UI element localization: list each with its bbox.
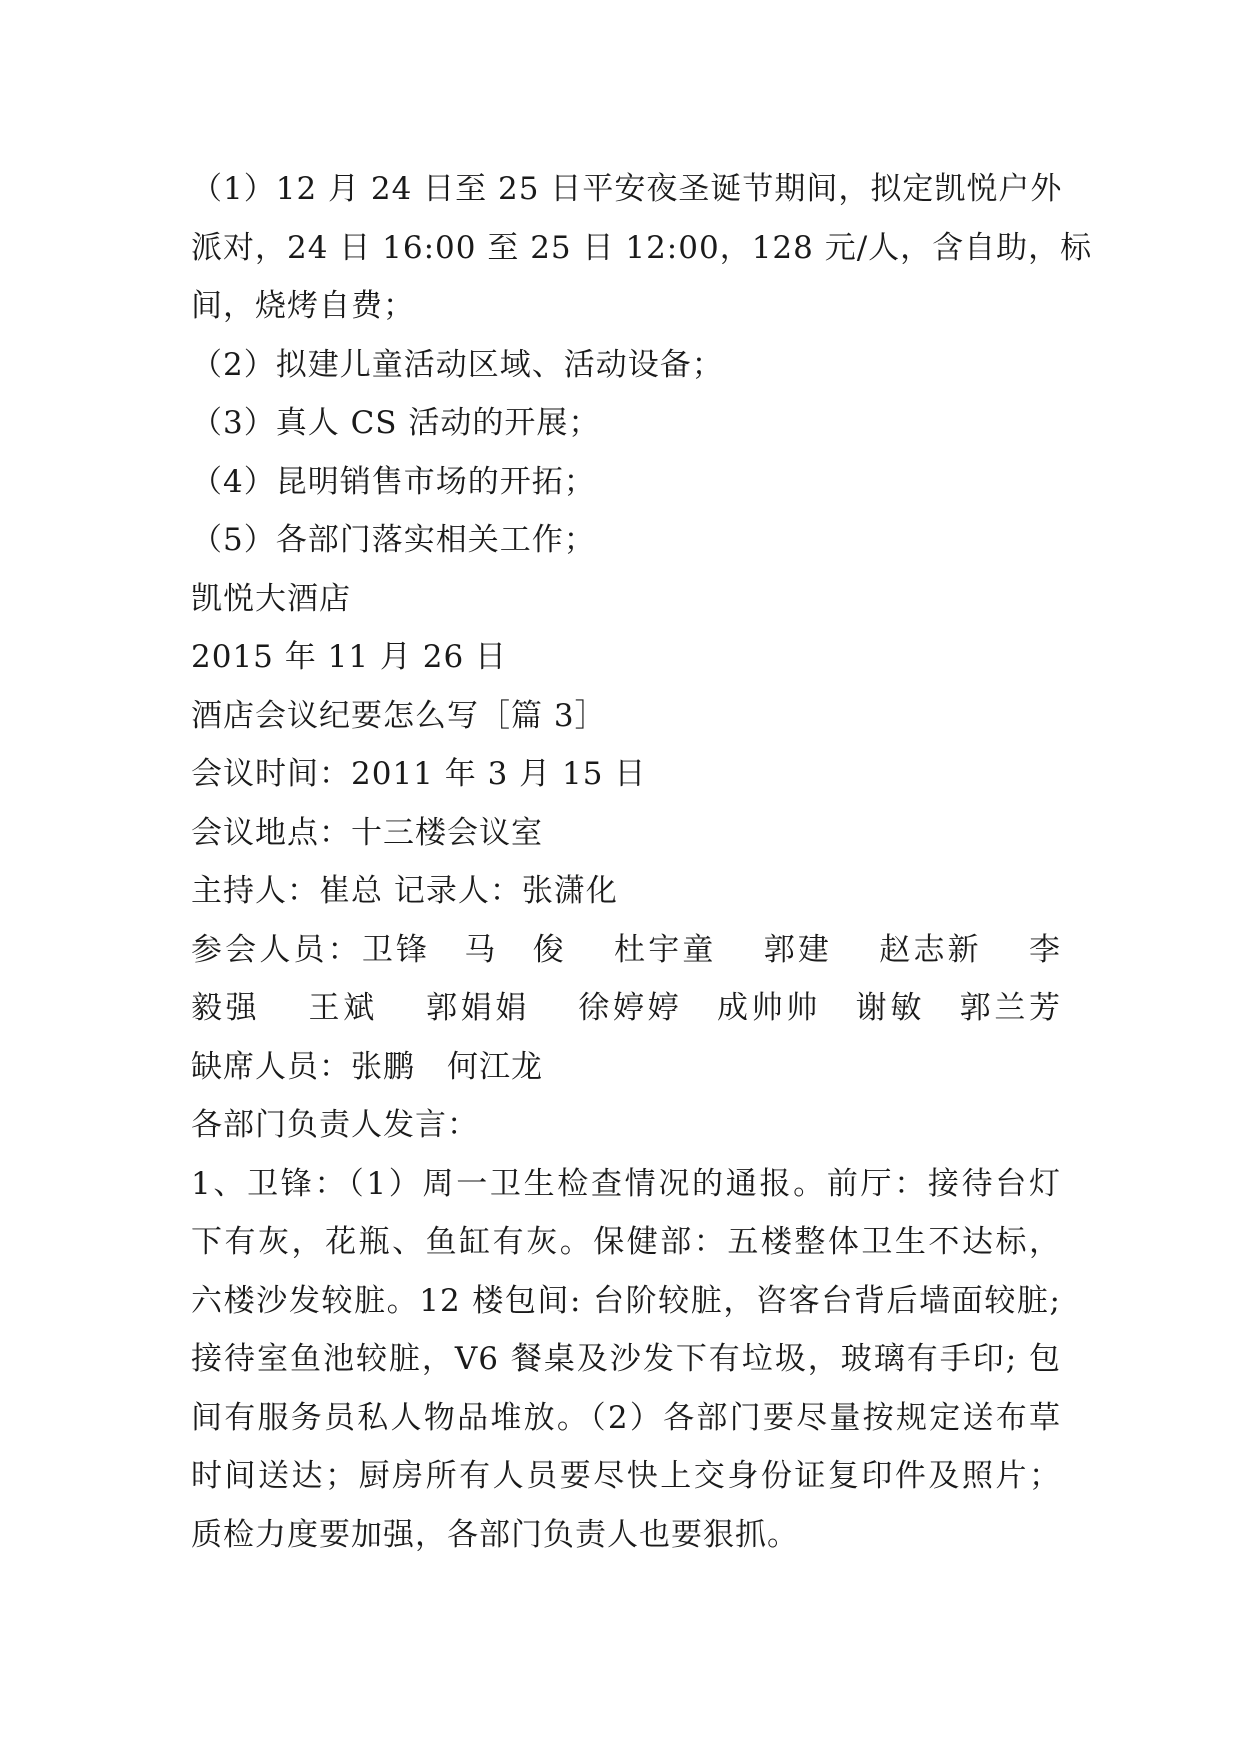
absentees-line: 缺席人员：张鹏 何江龙 (191, 1048, 543, 1085)
text-line: 1、卫锋：（1）周一卫生检查情况的通报。前厅：接待台灯 (191, 1165, 1061, 1202)
text-line: 派对，24 日 16:00 至 25 日 12:00，128 元/人，含自助，标 (191, 229, 1093, 266)
attendees-line: 参会人员：卫锋 马 俊 杜宇童 郭建 赵志新 李 (191, 931, 1061, 968)
document-body (191, 160, 1093, 1564)
text-line: 时间送达；厨房所有人员要尽快上交身份证复印件及照片； (191, 1458, 1061, 1494)
list-item: （5）各部门落实相关工作； (191, 522, 596, 558)
text-line: 接待室鱼池较脏，V6 餐桌及沙发下有垃圾，玻璃有手印; 包 (191, 1341, 1061, 1377)
meeting-time: 会议时间：2011 年 3 月 15 日 (191, 756, 647, 792)
section-title: 酒店会议纪要怎么写［篇 3］ (191, 697, 607, 734)
meeting-location: 会议地点：十三楼会议室 (191, 814, 543, 851)
attendees-line: 毅强 王斌 郭娟娟 徐婷婷 成帅帅 谢敏 郭兰芳 (191, 990, 1061, 1026)
list-item: （2）拟建儿童活动区域、活动设备； (191, 346, 724, 383)
list-item: （3）真人 CS 活动的开展； (191, 405, 601, 441)
text-line: 质检力度要加强，各部门负责人也要狠抓。 (191, 1516, 799, 1553)
meeting-host: 主持人：崔总 记录人：张潇化 (191, 873, 618, 909)
speeches-heading: 各部门负责人发言： (191, 1107, 479, 1143)
list-item: （4）昆明销售市场的开拓； (191, 463, 596, 500)
text-line: 下有灰，花瓶、鱼缸有灰。保健部：五楼整体卫生不达标， (191, 1224, 1061, 1260)
text-line: 间，烧烤自费； (191, 288, 415, 324)
text-line: 六楼沙发较脏。12 楼包间: 台阶较脏，咨客台背后墙面较脏; (191, 1282, 1061, 1319)
text-line: （1）12 月 24 日至 25 日平安夜圣诞节期间，拟定凯悦户外 (191, 171, 1063, 207)
signature-org: 凯悦大酒店 (191, 580, 351, 617)
text-line: 间有服务员私人物品堆放。（2）各部门要尽量按规定送布草 (191, 1399, 1061, 1436)
signature-date: 2015 年 11 月 26 日 (191, 639, 508, 675)
